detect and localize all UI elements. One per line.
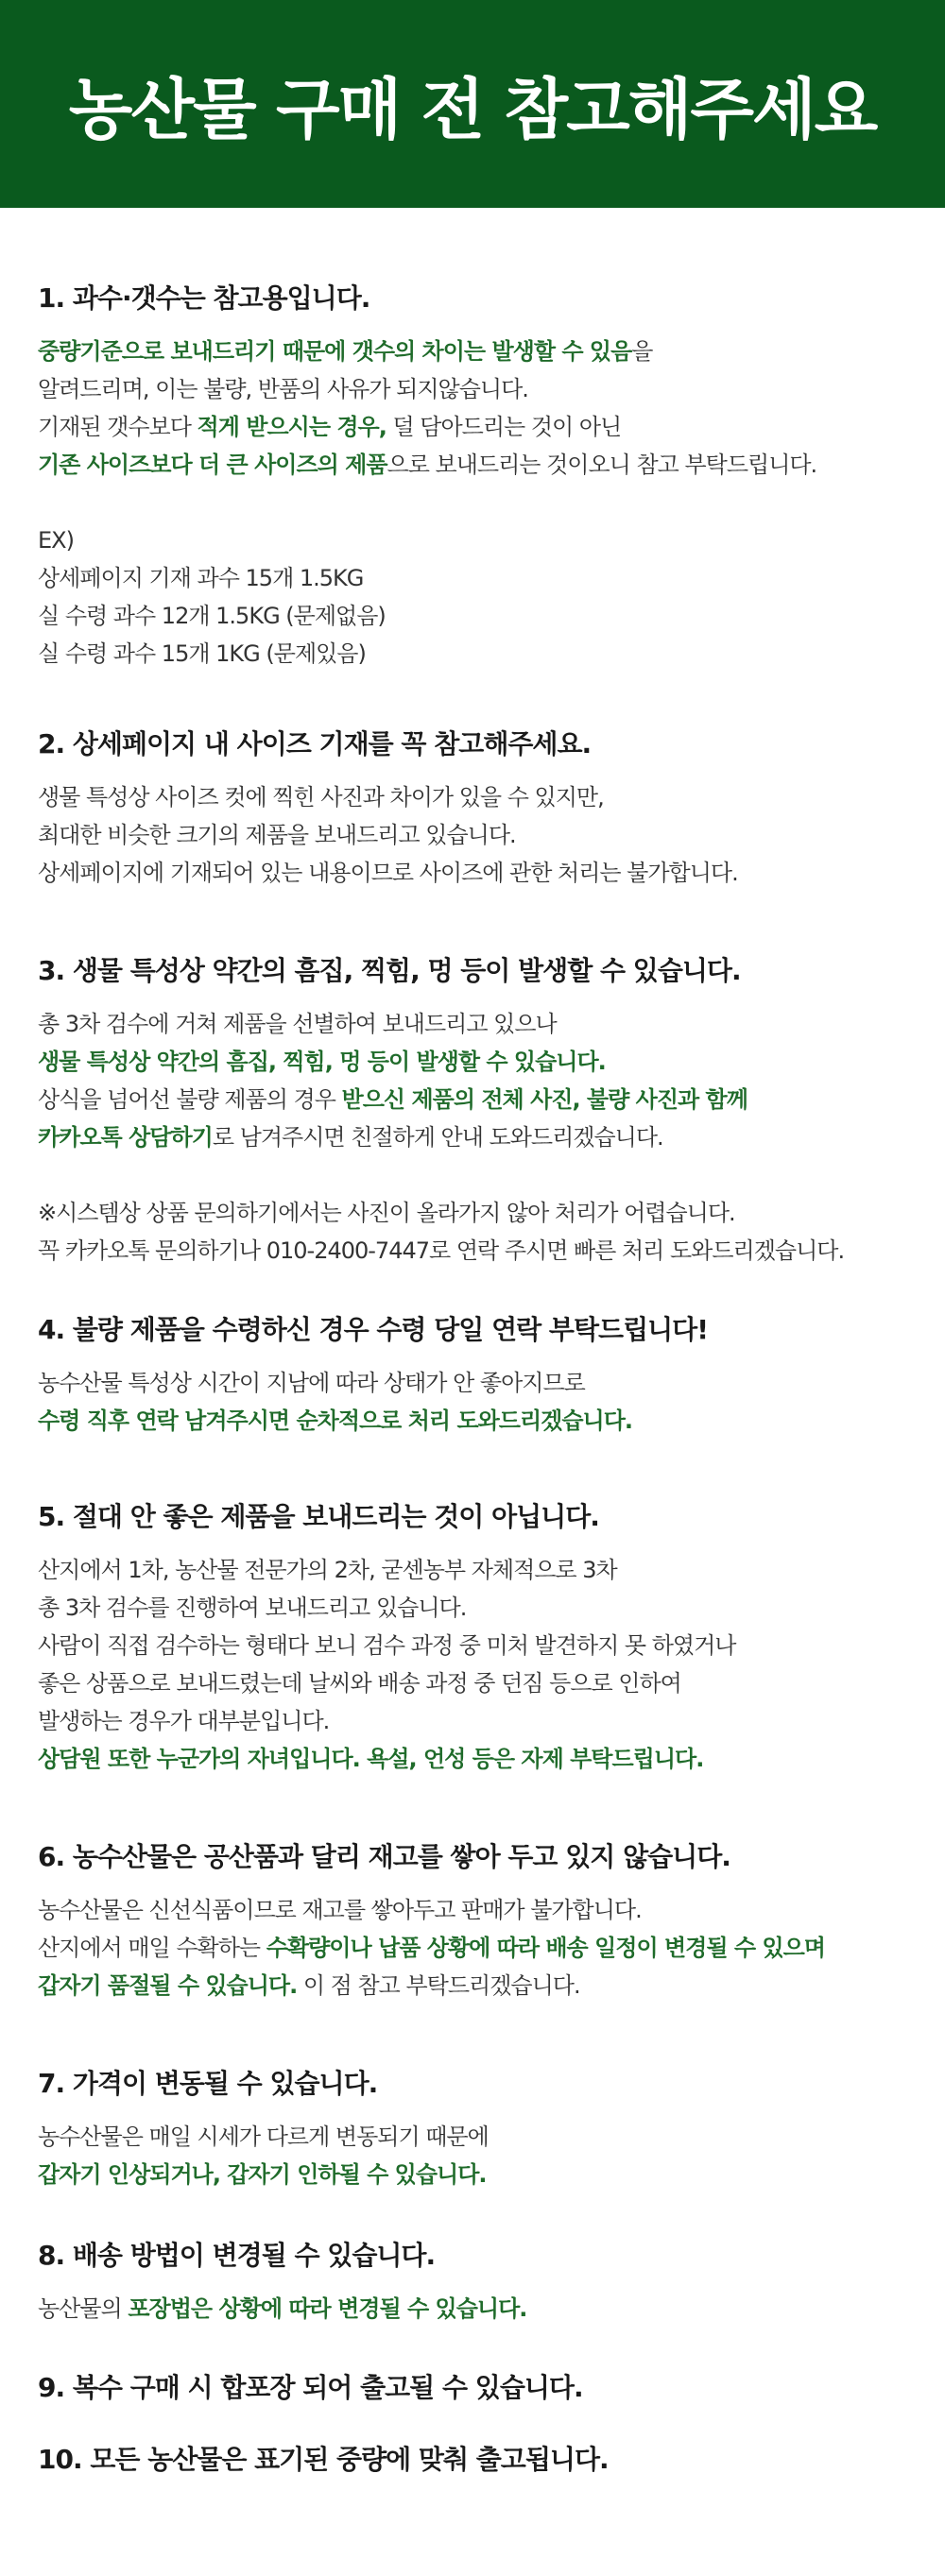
body-text: 상세페이지에 기재되어 있는 내용이므로 사이즈에 관한 처리는 불가합니다. [38,860,738,886]
highlighted-text: 상담원 또한 누군가의 자녀입니다. 욕설, 언성 등은 자제 부탁드립니다. [38,1746,704,1772]
section-body [38,1005,926,1270]
body-line [38,1081,926,1118]
body-text: 사람이 직접 검수하는 형태다 보니 검수 과정 중 미처 발견하지 못 하였거나 [38,1632,736,1659]
body-text: 으로 보내드리는 것이오니 참고 부탁드립니다. [387,452,817,478]
body-text: 농산물의 [38,2295,129,2322]
highlighted-text: 기존 사이즈보다 더 큰 사이즈의 제품 [38,452,387,478]
body-line [38,854,926,892]
notice-section-2 [38,727,926,892]
body-line [38,2118,926,2156]
section-title: 3. 생물 특성상 약간의 흠집, 찍힘, 멍 등이 발생할 수 있습니다. [38,955,741,986]
body-line [38,635,926,673]
section-title: 9. 복수 구매 시 합포장 되어 출고될 수 있습니다. [38,2372,583,2403]
body-text: 산지에서 1차, 농산물 전문가의 2차, 굳센농부 자체적으로 3차 [38,1557,617,1583]
body-line [38,1402,926,1440]
body-line [38,1929,926,1967]
highlighted-text: 받으신 제품의 전체 사진, 불량 사진과 함께 [341,1086,747,1113]
body-text: 산지에서 매일 수확하는 [38,1935,266,1961]
notice-section-5 [38,1500,926,1778]
section-body [38,2290,926,2328]
body-line [38,1232,926,1270]
section-title: 1. 과수·갯수는 참고용입니다. [38,282,370,314]
body-text: 발생하는 경우가 대부분입니다. [38,1708,330,1734]
body-text: 상식을 넘어선 불량 제품의 경우 [38,1086,342,1113]
body-text: ※시스템상 상품 문의하기에서는 사진이 올라가지 않아 처리가 어렵습니다. [38,1200,735,1226]
body-line [38,1664,926,1702]
body-line [38,2156,926,2193]
section-title: 2. 상세페이지 내 사이즈 기재를 꼭 참고해주세요. [38,728,592,759]
body-text: 농수산물 특성상 시간이 지남에 따라 상태가 안 좋아지므로 [38,1370,585,1396]
section-title: 7. 가격이 변동될 수 있습니다. [38,2068,378,2099]
highlighted-text: 적게 받으시는 경우, [197,414,387,440]
body-line [38,778,926,816]
section-title: 6. 농수산물은 공산품과 달리 재고를 쌓아 두고 있지 않습니다. [38,1841,730,1872]
body-line [38,2290,926,2328]
body-line [38,521,926,559]
section-title: 10. 모든 농산물은 표기된 중량에 맞춰 출고됩니다. [38,2444,609,2475]
body-line [38,597,926,635]
body-line [38,1551,926,1589]
body-line [38,1627,926,1664]
notice-section-8 [38,2239,926,2328]
body-line [38,1740,926,1778]
body-line [38,1589,926,1627]
body-line [38,1967,926,2005]
body-line [38,1118,926,1156]
highlighted-text: 갑자기 인상되거나, 갑자기 인하될 수 있습니다. [38,2161,487,2188]
section-body [38,1891,926,2005]
body-text: 실 수령 과수 15개 1KG (문제있음) [38,640,366,667]
body-text: 기재된 갯수보다 [38,414,198,440]
body-line [38,446,926,484]
highlighted-text: 갑자기 품절될 수 있습니다. [38,1972,298,1999]
body-text: 이 점 참고 부탁드리겠습니다. [297,1972,580,1999]
body-line [38,408,926,446]
body-line [38,559,926,597]
body-text: 덜 담아드리는 것이 아닌 [386,414,622,440]
body-text: 상세페이지 기재 과수 15개 1.5KG [38,565,364,591]
notice-section-3 [38,954,926,1270]
notice-section-1 [38,281,926,673]
notice-section-4 [38,1313,926,1440]
notice-section-9 [38,2371,926,2405]
body-text: 농수산물은 매일 시세가 다르게 변동되기 때문에 [38,2124,489,2150]
body-text: 알려드리며, 이는 불량, 반품의 사유가 되지않습니다. [38,376,528,402]
body-text: 생물 특성상 사이즈 컷에 찍힌 사진과 차이가 있을 수 있지만, [38,784,604,810]
body-text: EX) [38,527,74,554]
highlighted-text: 생물 특성상 약간의 흠집, 찍힘, 멍 등이 발생할 수 있습니다. [38,1049,606,1075]
body-text: 을 [631,338,653,365]
highlighted-text: 수령 직후 연락 남겨주시면 순차적으로 처리 도와드리겠습니다. [38,1407,633,1434]
body-line [38,816,926,854]
body-text: 좋은 상품으로 보내드렸는데 날씨와 배송 과정 중 던짐 등으로 인하여 [38,1670,681,1697]
body-text: 실 수령 과수 12개 1.5KG (문제없음) [38,603,386,629]
section-body [38,1364,926,1440]
section-body [38,2118,926,2193]
body-text: 로 남겨주시면 친절하게 안내 도와드리겠습니다. [212,1124,663,1151]
highlighted-text: 수확량이나 납품 상황에 따라 배송 일정이 변경될 수 있으며 [266,1935,825,1961]
body-line [38,370,926,408]
section-title: 4. 불량 제품을 수령하신 경우 수령 당일 연락 부탁드립니다! [38,1314,708,1345]
highlighted-text: 포장법은 상황에 따라 변경될 수 있습니다. [128,2295,527,2322]
body-line [38,1005,926,1043]
body-line [38,1043,926,1081]
page-header [0,0,945,208]
section-body [38,778,926,892]
body-line [38,1702,926,1740]
notice-section-6 [38,1840,926,2005]
page-title: 농산물 구매 전 참고해주세요 [68,70,877,148]
highlighted-text: 카카오톡 상담하기 [38,1124,213,1151]
body-text: 꼭 카카오톡 문의하기나 010-2400-7447로 연락 주시면 빠른 처리 도와드리겠습니다. [38,1237,845,1264]
section-title: 5. 절대 안 좋은 제품을 보내드리는 것이 아닙니다. [38,1501,599,1532]
body-line [38,1891,926,1929]
blank-line [38,484,926,521]
blank-line [38,1156,926,1194]
notice-section-7 [38,2067,926,2193]
notice-section-10 [38,2443,926,2477]
section-title: 8. 배송 방법이 변경될 수 있습니다. [38,2240,436,2271]
body-text: 농수산물은 신선식품이므로 재고를 쌓아두고 판매가 불가합니다. [38,1897,642,1923]
body-text: 총 3차 검수에 거쳐 제품을 선별하여 보내드리고 있으나 [38,1011,557,1037]
body-text: 최대한 비슷한 크기의 제품을 보내드리고 있습니다. [38,822,516,848]
section-body [38,1551,926,1778]
body-text: 총 3차 검수를 진행하여 보내드리고 있습니다. [38,1595,467,1621]
body-line [38,1194,926,1232]
section-body [38,333,926,673]
body-line [38,1364,926,1402]
highlighted-text: 중량기준으로 보내드리기 때문에 갯수의 차이는 발생할 수 있음 [38,338,632,365]
body-line [38,333,926,370]
